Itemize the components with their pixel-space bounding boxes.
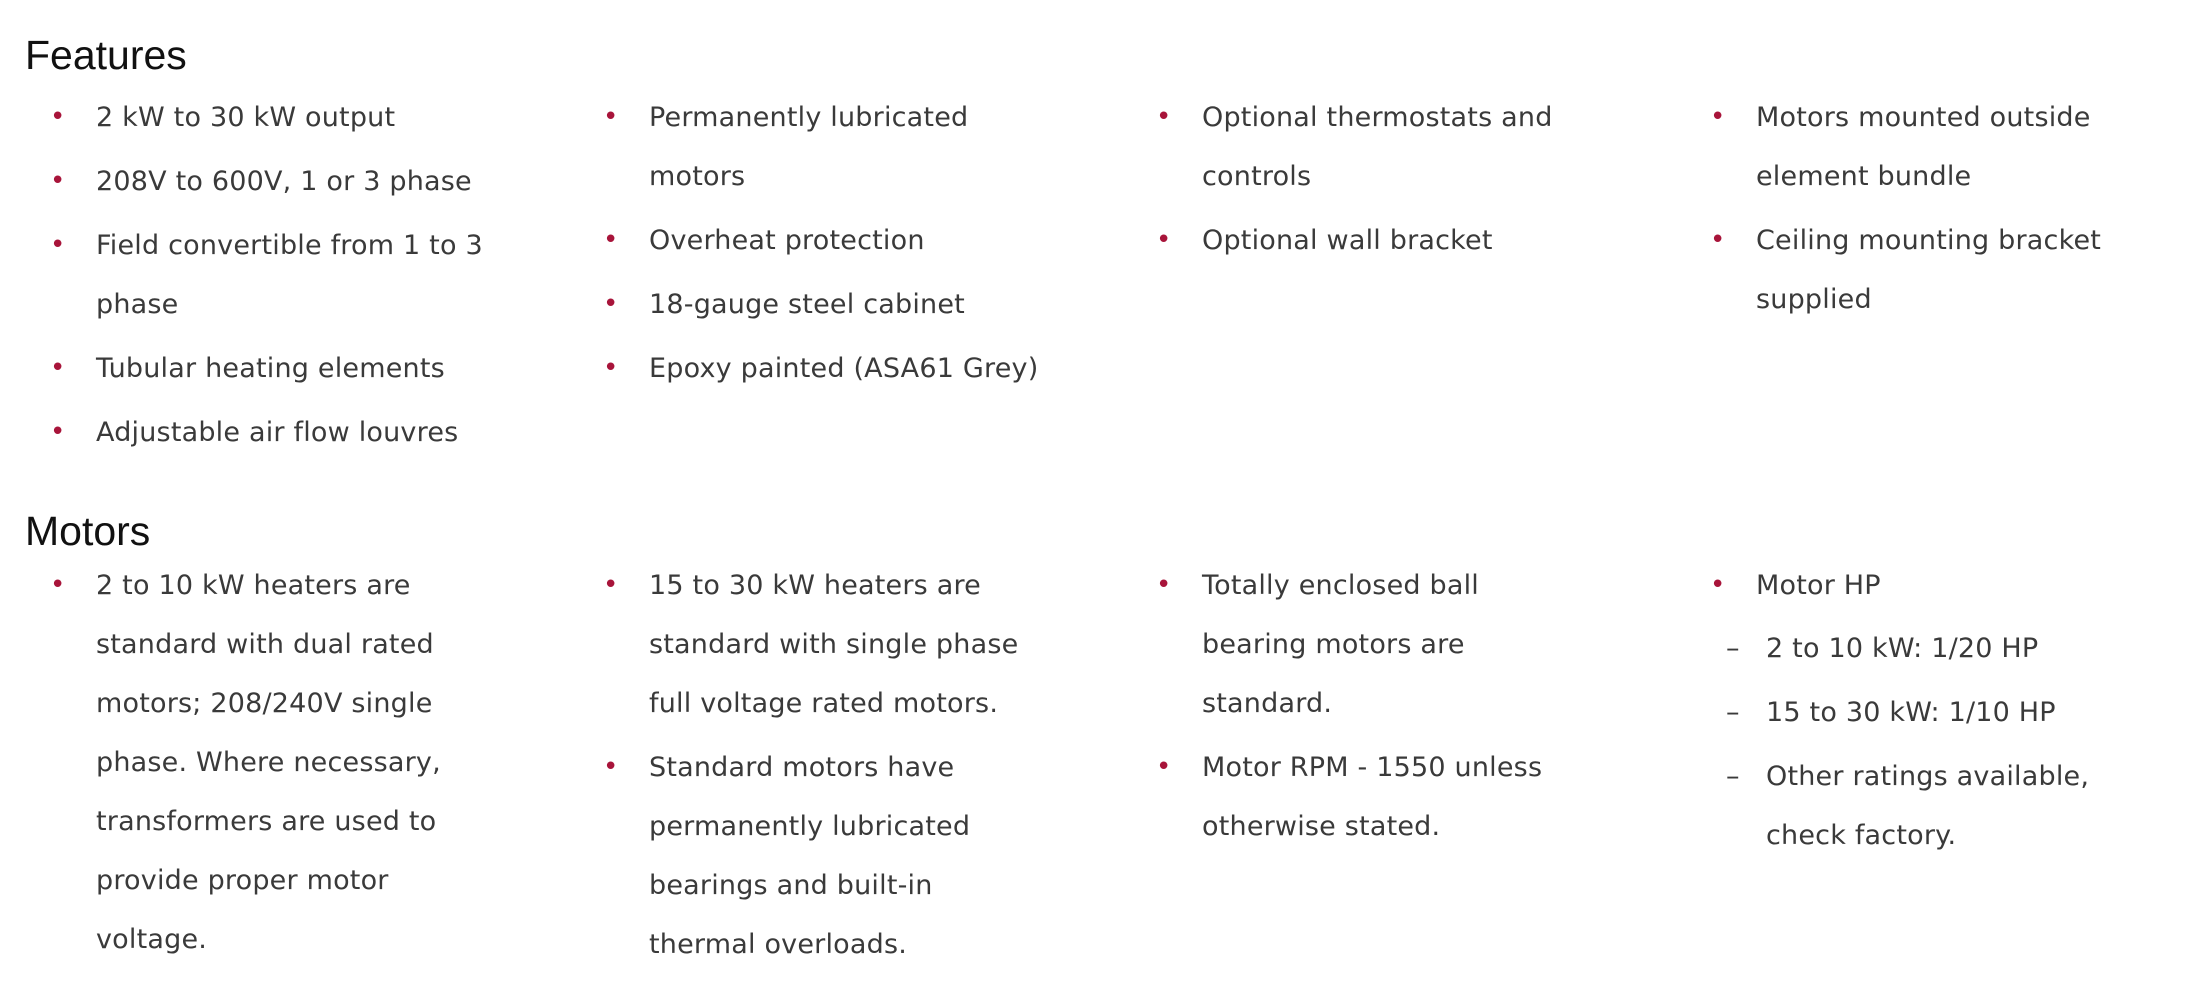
- list-item: • Ceiling mounting bracket supplied: [1690, 211, 2186, 329]
- sub-list-item: – 15 to 30 kW: 1/10 HP: [1726, 683, 2190, 742]
- bullet-icon: •: [50, 102, 66, 132]
- list-item: • Tubular heating elements: [30, 339, 550, 398]
- motor-hp-sublist: [1726, 619, 2190, 865]
- motors-column-2: [583, 556, 1063, 974]
- motors-column-4: [1690, 556, 2190, 865]
- list-item: • Standard motors have permanently lubricated bearings and built-in thermal overloads.: [583, 738, 1039, 974]
- list-item: • Permanently lubricated motors: [583, 88, 1029, 206]
- list-item: • 2 to 10 kW heaters are standard with dual rated motors; 208/240V single phase. Where necessary, transformers are used to provide proper motor voltage.: [30, 556, 496, 969]
- list-item: • 208V to 600V, 1 or 3 phase: [30, 152, 550, 211]
- list-item: • Motor HP – 2 to 10 kW: 1/20 HP – 15 to 30 kW: 1/10 HP – Other ratings available, check factory.: [1690, 556, 2190, 865]
- bullet-icon: •: [603, 289, 619, 319]
- list-item: • Overheat protection: [583, 211, 1063, 270]
- list-item: • 2 kW to 30 kW output: [30, 88, 550, 147]
- bullet-icon: •: [1156, 752, 1172, 782]
- list-item: • Adjustable air flow louvres: [30, 403, 550, 462]
- dash-icon: –: [1726, 761, 1740, 792]
- bullet-icon: •: [603, 225, 619, 255]
- list-item: • Epoxy painted (ASA61 Grey): [583, 339, 1063, 398]
- bullet-icon: •: [1156, 102, 1172, 132]
- bullet-icon: •: [50, 230, 66, 260]
- features-heading: Features: [25, 32, 187, 78]
- list-item: • Optional thermostats and controls: [1136, 88, 1612, 206]
- bullet-icon: •: [50, 166, 66, 196]
- list-item: • 18-gauge steel cabinet: [583, 275, 1063, 334]
- features-column-4: [1690, 88, 2190, 329]
- dash-icon: –: [1726, 697, 1740, 728]
- features-column-1: [30, 88, 550, 462]
- bullet-icon: •: [50, 353, 66, 383]
- bullet-icon: •: [50, 417, 66, 447]
- motors-column-1: [30, 556, 550, 969]
- list-item: • Field convertible from 1 to 3 phase: [30, 216, 496, 334]
- bullet-icon: •: [603, 102, 619, 132]
- dash-icon: –: [1726, 633, 1740, 664]
- sub-list-item: – 2 to 10 kW: 1/20 HP: [1726, 619, 2190, 678]
- motors-column-3: [1136, 556, 1616, 856]
- features-column-2: [583, 88, 1063, 398]
- motors-heading: Motors: [25, 508, 151, 554]
- list-item: • Motors mounted outside element bundle: [1690, 88, 2166, 206]
- bullet-icon: •: [1156, 570, 1172, 600]
- bullet-icon: •: [603, 353, 619, 383]
- bullet-icon: •: [1156, 225, 1172, 255]
- list-item: • Totally enclosed ball bearing motors are standard.: [1136, 556, 1572, 733]
- bullet-icon: •: [50, 570, 66, 600]
- bullet-icon: •: [1710, 225, 1726, 255]
- sub-list-item: – Other ratings available, check factory.: [1726, 747, 2166, 865]
- list-item: • 15 to 30 kW heaters are standard with single phase full voltage rated motors.: [583, 556, 1063, 733]
- bullet-icon: •: [1710, 570, 1726, 600]
- bullet-icon: •: [603, 752, 619, 782]
- list-item: • Motor RPM - 1550 unless otherwise stated.: [1136, 738, 1592, 856]
- features-column-3: [1136, 88, 1616, 270]
- bullet-icon: •: [1710, 102, 1726, 132]
- bullet-icon: •: [603, 570, 619, 600]
- list-item: • Optional wall bracket: [1136, 211, 1616, 270]
